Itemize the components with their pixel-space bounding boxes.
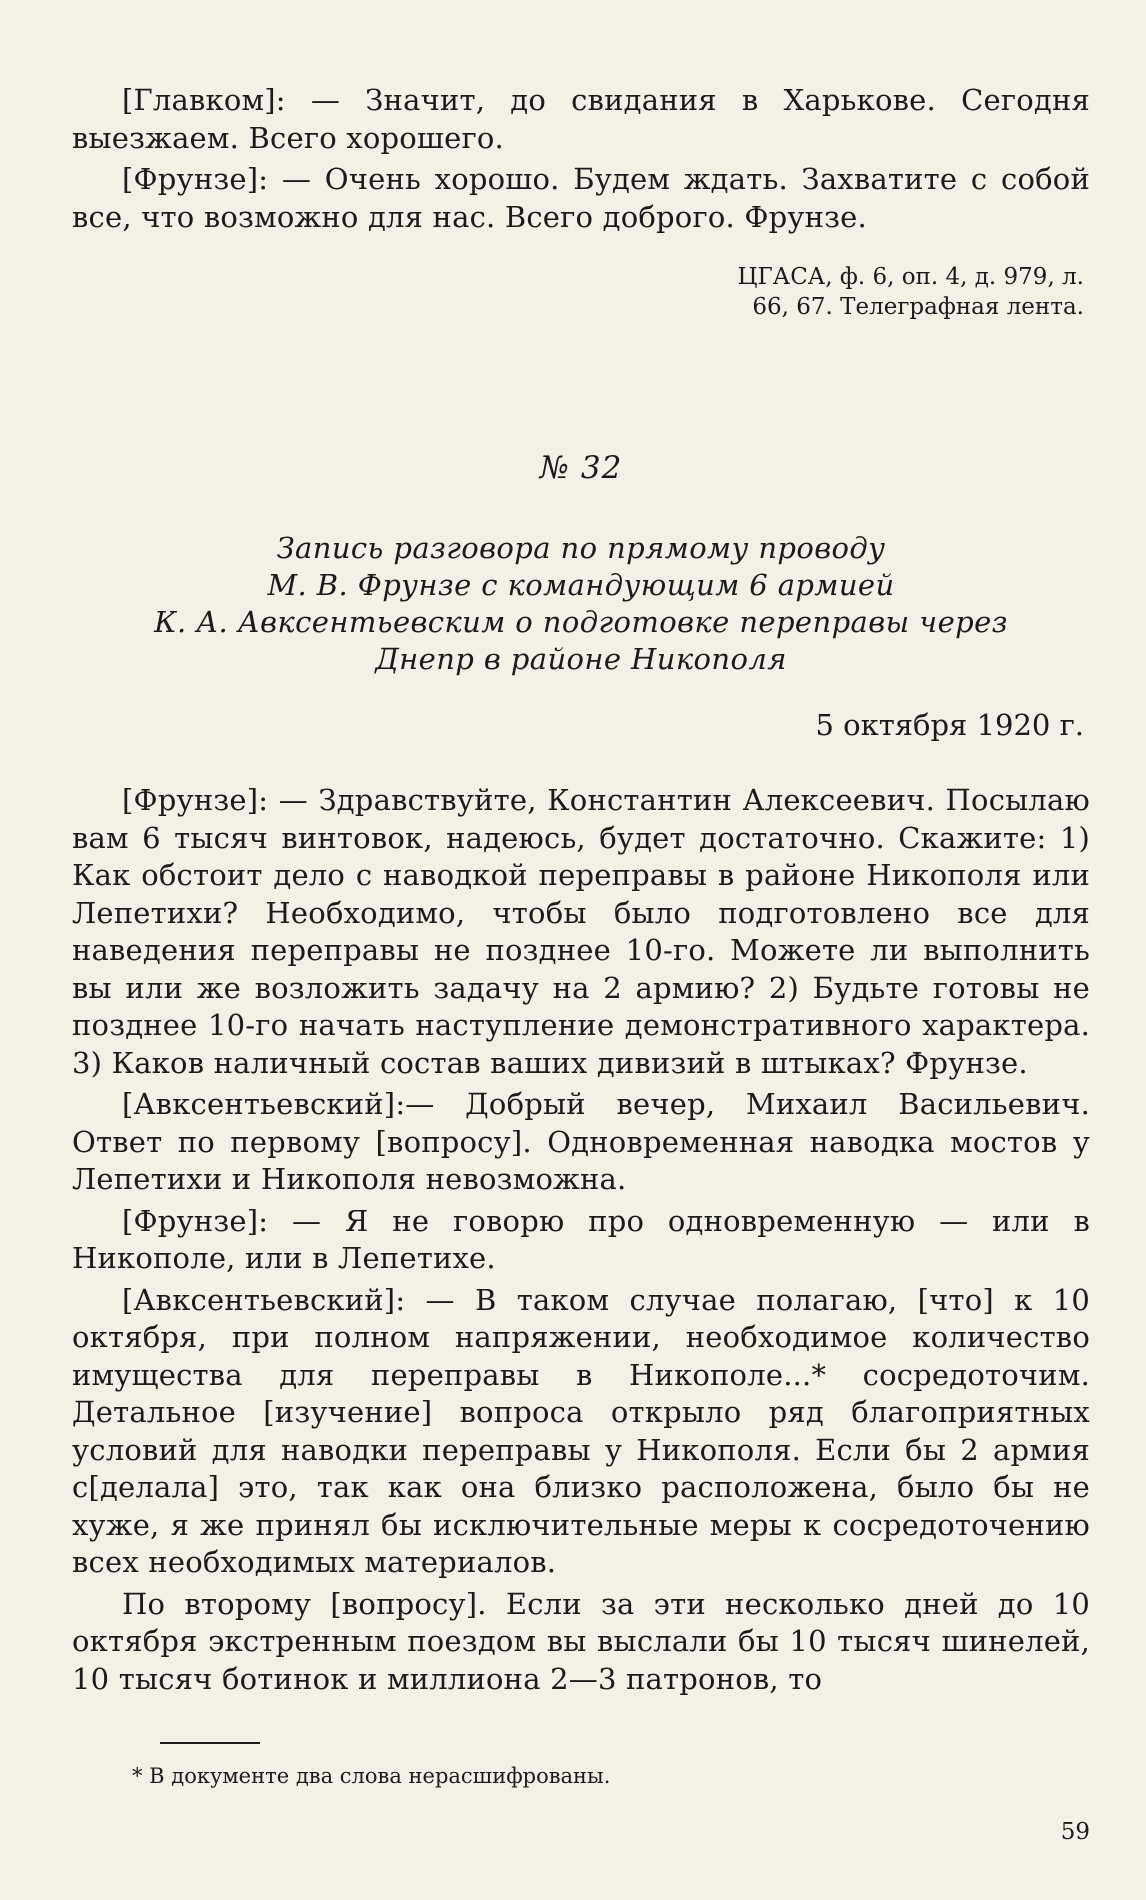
page-number: 59 <box>1060 1819 1090 1845</box>
archive-source <box>72 262 1090 322</box>
footnote-divider <box>160 1742 260 1744</box>
source-line: ЦГАСА, ф. 6, оп. 4, д. 979, л. <box>737 264 1084 290</box>
source-line: 66, 67. Телеграфная лента. <box>752 294 1084 320</box>
paragraph: [Авксентьевский]: — В таком случае полагаю, [что] к 10 октября, при полном напряжении, необходимое количество имущества для переправы в Никополе...* сосредоточим. Детальное [изучение] вопроса открыло ряд благоприятных условий для наводки переправы у Никополя. Если бы 2 армия с[делала] это, так как она близко расположена, было бы не хуже, я же принял бы исключительные меры к сосредоточению всех необходимых материалов. <box>72 1282 1090 1579</box>
footnote: * В документе два слова нерасшифрованы. <box>132 1764 611 1788</box>
title-line: Днепр в районе Никополя <box>375 642 787 676</box>
paragraph: [Главком]: — Значит, до свидания в Харькове. Сегодня выезжаем. Всего хорошего. <box>72 83 1090 155</box>
paragraph: [Авксентьевский]:— Добрый вечер, Михаил Васильевич. Ответ по первому [вопросу]. Одновременная наводка мостов у Лепетихи и Никополя невозможна. <box>72 1087 1090 1196</box>
title-line: Запись разговора по прямому проводу <box>276 531 886 565</box>
intro-text <box>72 82 1090 236</box>
title-line: К. А. Авксентьевским о подготовке переправы через <box>154 605 1008 639</box>
title-line: М. В. Фрунзе с командующим 6 армией <box>267 568 895 602</box>
document-title <box>72 530 1090 678</box>
document-date: 5 октября 1920 г. <box>815 708 1084 742</box>
paragraph: По второму [вопросу]. Если за эти несколько дней до 10 октября экстренным поездом вы выслали бы 10 тысяч шинелей, 10 тысяч ботинок и миллиона 2—3 патронов, то <box>72 1586 1090 1696</box>
paragraph: [Фрунзе]: — Здравствуйте, Константин Алексеевич. Посылаю вам 6 тысяч винтовок, надеюсь, будет достаточно. Скажите: 1) Как обстоит дело с наводкой переправы в районе Никополя или Лепетихи? Необходимо, чтобы было подготовлено все для наведения переправы не позднее 10-го. Можете ли выполнить вы или же возложить задачу на 2 армию? 2) Будьте готовы не позднее 10-го начать наступление демонстративного характера. 3) Каков наличный состав ваших дивизий в штыках? Фрунзе. <box>72 783 1090 1080</box>
paragraph: [Фрунзе]: — Очень хорошо. Будем ждать. Захватите с собой все, что возможно для нас. Всего доброго. Фрунзе. <box>72 162 1090 234</box>
document-number: № 32 <box>539 450 623 486</box>
paragraph: [Фрунзе]: — Я не говорю про одновременную — или в Никополе, или в Лепетихе. <box>72 1203 1090 1275</box>
document-text <box>72 782 1090 1698</box>
